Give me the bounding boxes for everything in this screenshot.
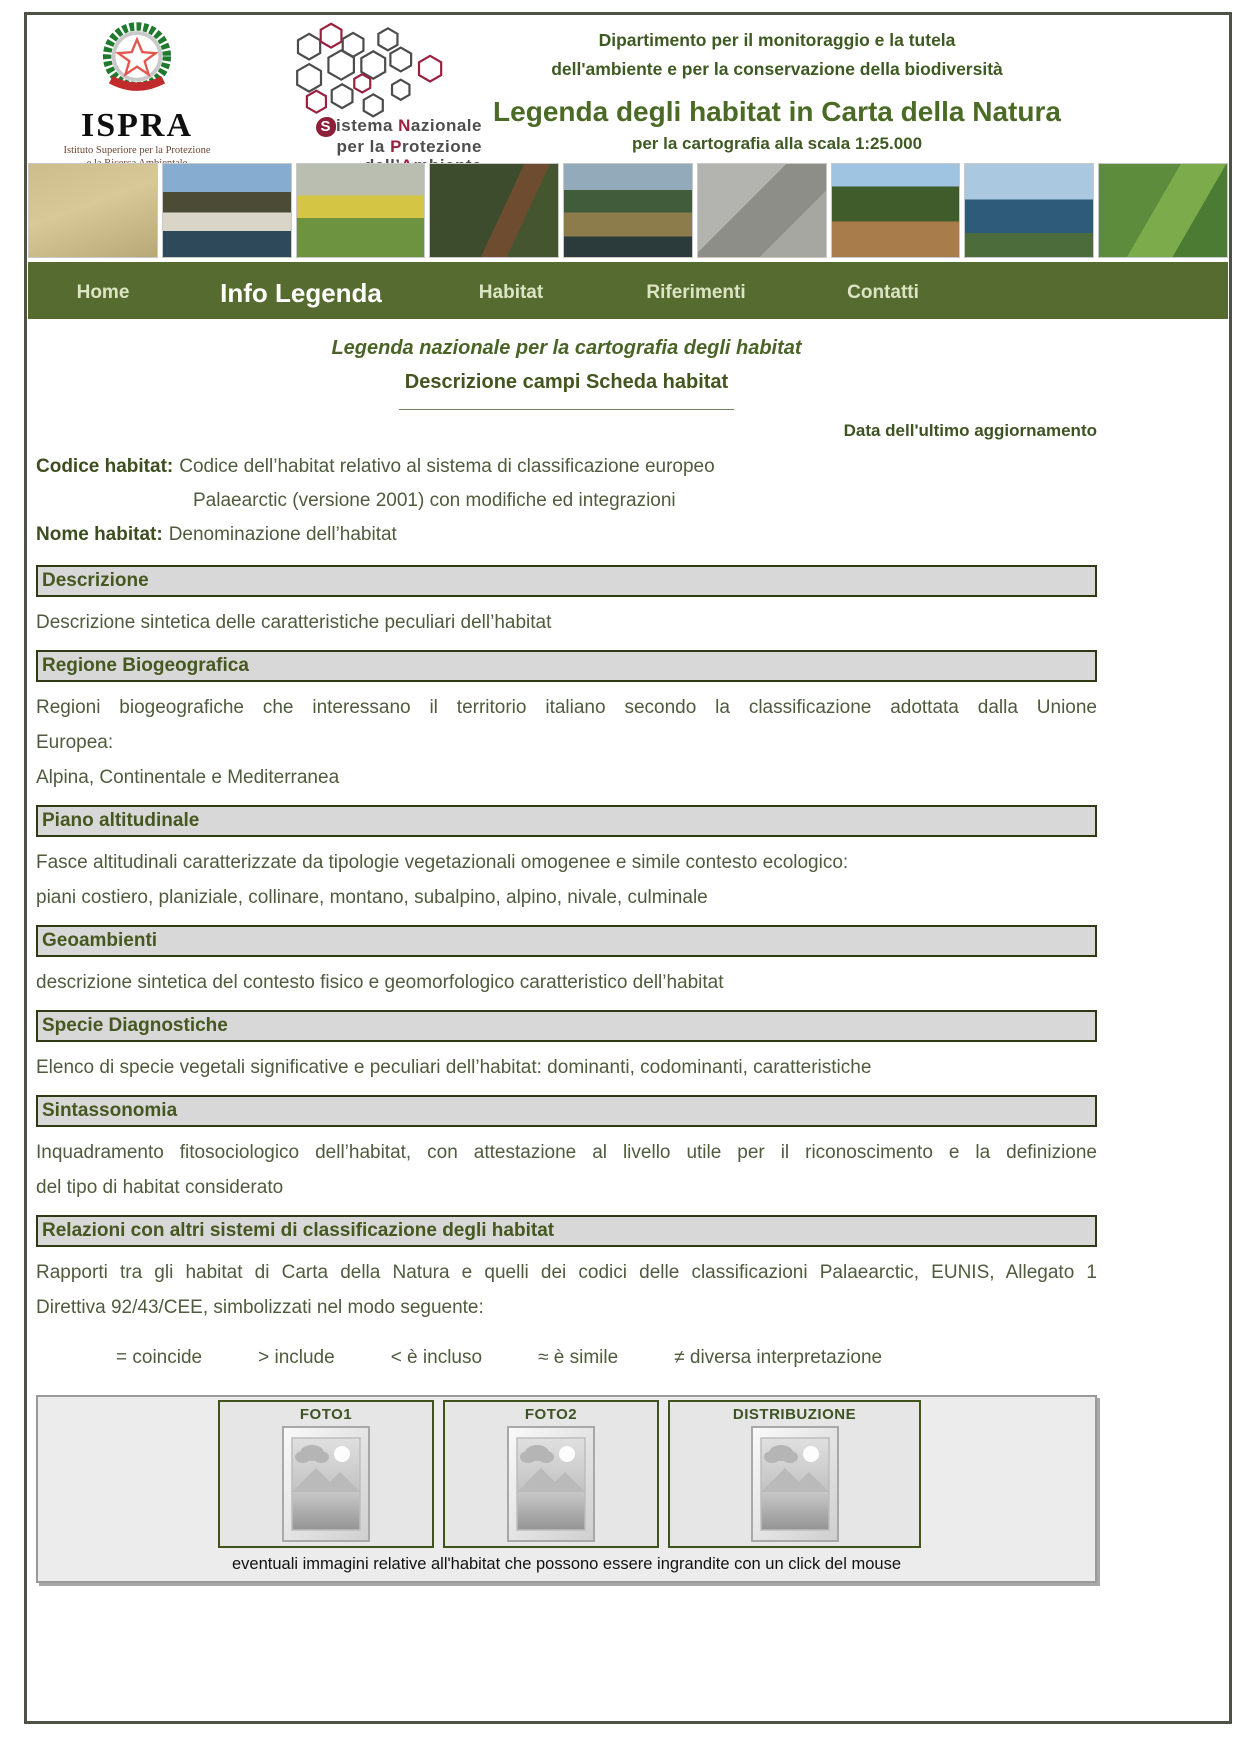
page-frame	[24, 12, 1232, 1724]
ispra-acronym: ISPRA	[80, 107, 194, 144]
snpa-line2: per la Protezione	[336, 137, 482, 156]
section-body: piani costiero, planiziale, collinare, montano, subalpino, alpino, nivale, culminale	[36, 887, 708, 908]
section-title: Relazioni con altri sistemi di classificazione degli habitat	[42, 1220, 555, 1241]
photo-tile	[28, 163, 158, 258]
classification-symbols-row	[116, 1343, 1097, 1373]
section-body: Rapporti tra gli habitat di Carta della Natura e quelli dei codici delle classificazioni Palaearctic, EUNIS, Allegato 1	[36, 1262, 1097, 1283]
nav-item-riferimenti[interactable]: Riferimenti	[646, 281, 746, 303]
section-body: Descrizione sintetica delle caratteristiche peculiari dell’habitat	[36, 612, 552, 633]
symbol-incluso: < è incluso	[390, 1347, 483, 1368]
section-geoambienti	[36, 925, 1097, 1000]
section-body: Fasce altitudinali caratterizzate da tipologie vegetazionali omogenee e simile contesto ecologico:	[36, 852, 849, 873]
images-panel	[36, 1395, 1097, 1583]
photo-tile	[429, 163, 559, 258]
codice-habitat-line	[36, 450, 1097, 484]
section-title: Regione Biogeografica	[42, 655, 249, 676]
section-title: Descrizione	[42, 570, 149, 591]
section-header-bar	[36, 805, 1097, 837]
section-title: Sintassonomia	[42, 1100, 178, 1121]
section-header-bar	[36, 650, 1097, 682]
snpa-line1: S istema Nazionale	[316, 116, 482, 137]
snpa-logo[interactable]	[232, 21, 482, 181]
photo-tile	[831, 163, 961, 258]
nome-habitat-line	[36, 518, 1097, 552]
content	[36, 335, 1097, 1583]
section-relazioni-classificazione	[36, 1215, 1097, 1325]
photo-tile	[1098, 163, 1228, 258]
section-body: Elenco di specie vegetali significative e peculiari dell’habitat: dominanti, codominanti, caratteristiche	[36, 1057, 872, 1078]
distribuzione-label: DISTRIBUZIONE	[732, 1406, 857, 1423]
section-specie-diagnostiche	[36, 1010, 1097, 1085]
nav-item-habitat[interactable]: Habitat	[478, 281, 544, 303]
symbol-simile: ≈ è simile	[538, 1347, 619, 1368]
nav-item-home[interactable]: Home	[76, 281, 130, 303]
page-subtitle: Descrizione campi Scheda habitat	[404, 371, 729, 393]
section-body: Alpina, Continentale e Mediterranea	[36, 767, 340, 788]
foto1-label: FOTO1	[299, 1406, 353, 1423]
symbol-include: > include	[258, 1347, 335, 1368]
ispra-emblem-icon	[95, 19, 179, 103]
section-body: descrizione sintetica del contesto fisico e geomorfologico caratteristico dell’habitat	[36, 972, 724, 993]
codice-habitat-label: Codice habitat:	[36, 456, 174, 477]
symbol-coincide: = coincide	[116, 1347, 203, 1368]
habitat-photo-strip	[28, 163, 1228, 258]
ispra-subtitle-line1: Istituto Superiore per la Protezione	[63, 145, 211, 156]
snpa-hexagons-icon	[252, 21, 467, 131]
main-nav	[28, 262, 1228, 319]
section-title: Piano altitudinale	[42, 810, 200, 831]
section-body: Europea:	[36, 732, 114, 753]
department-line2: dell'ambiente e per la conservazione della biodiversità	[551, 59, 1003, 79]
section-regione-biogeografica	[36, 650, 1097, 795]
section-sintassonomia	[36, 1095, 1097, 1205]
section-header-bar	[36, 1095, 1097, 1127]
section-body: del tipo di habitat considerato	[36, 1177, 284, 1198]
nav-item-contatti[interactable]: Contatti	[847, 281, 919, 303]
title-divider	[399, 409, 734, 410]
snpa-s-blob-icon: S	[316, 117, 337, 137]
photo-tile	[563, 163, 693, 258]
section-descrizione	[36, 565, 1097, 640]
image-placeholder-icon[interactable]	[282, 1426, 370, 1542]
photo-tile	[964, 163, 1094, 258]
foto2-box[interactable]	[443, 1400, 659, 1548]
section-body: Direttiva 92/43/CEE, simbolizzati nel modo seguente:	[36, 1297, 484, 1318]
section-body: Inquadramento fitosociologico dell’habitat, con attestazione al livello utile per il riconoscimento e la definizione	[36, 1142, 1097, 1163]
foto2-label: FOTO2	[524, 1406, 578, 1423]
photo-tile	[162, 163, 292, 258]
image-boxes-row	[218, 1400, 1095, 1548]
department-line1: Dipartimento per il monitoraggio e la tutela	[598, 30, 956, 50]
nome-habitat-text: Denominazione dell’habitat	[168, 524, 397, 545]
last-update-label: Data dell'ultimo aggiornamento	[843, 421, 1097, 440]
codice-habitat-text: Codice dell’habitat relativo al sistema di classificazione europeo	[179, 456, 715, 477]
images-caption: eventuali immagini relative all'habitat che possono essere ingrandite con un click del mouse	[231, 1555, 902, 1573]
photo-tile	[296, 163, 426, 258]
section-title: Geoambienti	[42, 930, 158, 951]
page-title: Legenda nazionale per la cartografia degli habitat	[331, 337, 802, 359]
header-text	[447, 23, 1107, 155]
photo-tile	[697, 163, 827, 258]
ispra-logo[interactable]	[52, 19, 222, 170]
image-placeholder-icon[interactable]	[751, 1426, 839, 1542]
section-title: Specie Diagnostiche	[42, 1015, 228, 1036]
site-subtitle: per la cartografia alla scala 1:25.000	[631, 134, 923, 153]
distribuzione-box[interactable]	[668, 1400, 921, 1548]
nome-habitat-label: Nome habitat:	[36, 524, 163, 545]
section-header-bar	[36, 1010, 1097, 1042]
section-header-bar	[36, 925, 1097, 957]
symbol-diversa-interpretazione: ≠ diversa interpretazione	[674, 1347, 883, 1368]
section-body: Regioni biogeografiche che interessano il territorio italiano secondo la classificazione adottata dalla Unione	[36, 697, 1097, 718]
image-placeholder-icon[interactable]	[507, 1426, 595, 1542]
section-header-bar	[36, 1215, 1097, 1247]
site-title: Legenda degli habitat in Carta della Natura	[493, 96, 1061, 127]
section-piano-altitudinale	[36, 805, 1097, 915]
section-header-bar	[36, 565, 1097, 597]
codice-habitat-text-line2: Palaearctic (versione 2001) con modifiche ed integrazioni	[193, 490, 676, 511]
header	[27, 15, 1229, 163]
foto1-box[interactable]	[218, 1400, 434, 1548]
nav-item-info-legenda[interactable]: Info Legenda	[220, 277, 382, 308]
